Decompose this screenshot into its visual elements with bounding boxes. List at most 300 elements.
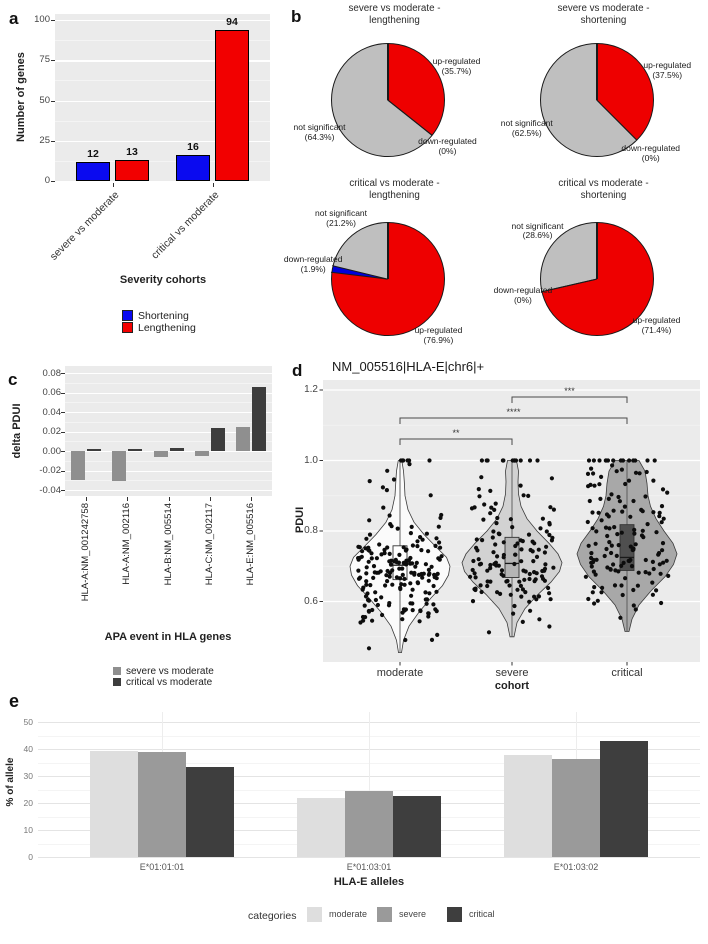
jitter-point xyxy=(418,619,422,623)
jitter-point xyxy=(660,520,664,524)
panel-c-x-tick xyxy=(251,497,252,501)
jitter-point xyxy=(416,581,420,585)
jitter-point xyxy=(615,532,619,536)
panel-c-x-tick-label: HLA-A:NM_001242758 xyxy=(79,503,91,602)
jitter-point xyxy=(402,561,406,565)
grid-major xyxy=(65,412,272,413)
pie-title-line1: severe vs moderate - xyxy=(348,3,441,14)
jitter-point xyxy=(634,542,638,546)
jitter-point xyxy=(368,479,372,483)
jitter-point xyxy=(427,591,431,595)
jitter-point xyxy=(552,508,556,512)
jitter-point xyxy=(501,458,505,462)
panel-e-legend-label: severe xyxy=(399,909,427,919)
jitter-point xyxy=(611,458,615,462)
jitter-point xyxy=(432,573,436,577)
pie-slice-divider xyxy=(387,222,388,279)
jitter-point xyxy=(383,583,387,587)
panel-e-bar xyxy=(600,741,648,857)
panel-c-y-tick-label: 0.04 xyxy=(42,406,61,418)
panel-c-y-tick xyxy=(61,393,65,394)
jitter-point xyxy=(477,494,481,498)
panel-c-y-tick-label: 0.08 xyxy=(42,367,61,379)
jitter-point xyxy=(597,458,601,462)
jitter-point xyxy=(519,458,523,462)
jitter-point xyxy=(659,601,663,605)
jitter-point xyxy=(611,562,615,566)
jitter-point xyxy=(623,505,627,509)
jitter-point xyxy=(398,576,402,580)
jitter-point xyxy=(479,583,483,587)
jitter-point xyxy=(636,584,640,588)
jitter-point xyxy=(617,543,621,547)
jitter-point xyxy=(645,458,649,462)
jitter-point xyxy=(437,525,441,529)
panel-c-x-tick-label: HLA-A:NM_002116 xyxy=(121,503,133,585)
panel-e-bar xyxy=(138,752,186,857)
jitter-point xyxy=(527,577,531,581)
panel-d-x-tick-label: moderate xyxy=(376,667,424,679)
jitter-point xyxy=(385,579,389,583)
jitter-point xyxy=(381,485,385,489)
jitter-point xyxy=(650,581,654,585)
jitter-point xyxy=(618,616,622,620)
pie-slice-label: down-regulated (0%) xyxy=(621,142,681,163)
jitter-point xyxy=(607,540,611,544)
jitter-point xyxy=(550,476,554,480)
jitter-point xyxy=(610,544,614,548)
jitter-point xyxy=(591,590,595,594)
jitter-point xyxy=(589,551,593,555)
jitter-point xyxy=(423,590,427,594)
jitter-point xyxy=(418,535,422,539)
jitter-point xyxy=(532,541,536,545)
jitter-point xyxy=(519,484,523,488)
jitter-point xyxy=(632,603,636,607)
panel-a-legend-label: Shortening xyxy=(138,309,189,322)
jitter-point xyxy=(591,560,595,564)
panel-e-x-tick-label: E*01:01:01 xyxy=(139,862,185,872)
jitter-point xyxy=(597,511,601,515)
jitter-point xyxy=(410,561,414,565)
panel-c-y-tick xyxy=(61,373,65,374)
jitter-point xyxy=(373,590,377,594)
jitter-point xyxy=(390,583,394,587)
panel-d-y-axis-title: PDUI xyxy=(294,506,306,534)
jitter-point xyxy=(365,565,369,569)
jitter-point xyxy=(432,584,436,588)
jitter-point xyxy=(474,546,478,550)
jitter-point xyxy=(637,571,641,575)
jitter-point xyxy=(488,511,492,515)
jitter-point xyxy=(367,599,371,603)
jitter-point xyxy=(621,593,625,597)
jitter-point xyxy=(377,542,381,546)
panel-e-bar xyxy=(504,755,552,857)
jitter-point xyxy=(641,529,645,533)
pie-slice-label: not significant (62.5%) xyxy=(500,118,553,139)
jitter-point xyxy=(620,468,624,472)
jitter-point xyxy=(488,563,492,567)
pie-slice-label: up-regulated (35.7%) xyxy=(432,56,481,76)
jitter-point xyxy=(477,557,481,561)
pie-title-line2: shortening xyxy=(580,15,627,26)
jitter-point xyxy=(426,614,430,618)
jitter-point xyxy=(589,467,593,471)
jitter-point xyxy=(615,469,619,473)
jitter-point xyxy=(594,542,598,546)
panel-d-x-tick-label: critical xyxy=(611,667,643,679)
panel-c-x-tick xyxy=(86,497,87,501)
pie-slice-label: not significant (28.6%) xyxy=(511,220,564,241)
jitter-point xyxy=(613,568,617,572)
jitter-point xyxy=(427,579,431,583)
jitter-point xyxy=(640,533,644,537)
panel-b xyxy=(283,0,708,350)
panel-a-bar xyxy=(215,30,249,181)
jitter-point xyxy=(587,458,591,462)
jitter-point xyxy=(524,569,528,573)
jitter-point xyxy=(659,572,663,576)
jitter-point xyxy=(634,607,638,611)
panel-c-bar xyxy=(236,427,250,451)
jitter-point xyxy=(400,617,404,621)
jitter-point xyxy=(620,510,624,514)
pie-slice-label: up-regulated (37.5%) xyxy=(643,60,692,80)
sig-label: ** xyxy=(452,428,460,438)
jitter-point xyxy=(645,470,649,474)
panel-a-legend-item xyxy=(122,310,189,321)
panel-a-y-tick xyxy=(51,181,55,182)
jitter-point xyxy=(419,572,423,576)
panel-a-bar xyxy=(76,162,110,181)
jitter-point xyxy=(431,602,435,606)
jitter-point xyxy=(413,565,417,569)
jitter-point xyxy=(546,586,550,590)
jitter-point xyxy=(612,509,616,513)
jitter-point xyxy=(471,599,475,603)
panel-e-y-tick-label: 10 xyxy=(23,825,33,835)
jitter-point xyxy=(408,601,412,605)
jitter-point xyxy=(526,494,530,498)
panel-c-bar xyxy=(71,451,85,480)
jitter-point xyxy=(586,597,590,601)
jitter-point xyxy=(491,535,495,539)
panel-c-x-tick-label: HLA-B:NM_005514 xyxy=(162,503,174,586)
jitter-point xyxy=(618,499,622,503)
panel-d-y-tick-label: 1.2 xyxy=(304,384,318,395)
pie-title-line2: shortening xyxy=(580,190,627,201)
jitter-point xyxy=(646,522,650,526)
jitter-point xyxy=(535,555,539,559)
jitter-point xyxy=(403,638,407,642)
jitter-point xyxy=(471,568,475,572)
jitter-point xyxy=(521,620,525,624)
jitter-point xyxy=(381,506,385,510)
jitter-point xyxy=(497,532,501,536)
jitter-point xyxy=(541,517,545,521)
jitter-point xyxy=(419,548,423,552)
jitter-point xyxy=(485,569,489,573)
pie-slice-label: not significant (21.2%) xyxy=(315,208,368,229)
jitter-point xyxy=(629,545,633,549)
jitter-point xyxy=(630,564,634,568)
grid-major xyxy=(65,373,272,374)
jitter-point xyxy=(661,487,665,491)
jitter-point xyxy=(599,590,603,594)
pie-slice-divider xyxy=(596,222,597,279)
pie-slice-divider xyxy=(387,43,388,100)
panel-c-legend-item xyxy=(113,677,212,687)
jitter-point xyxy=(660,548,664,552)
jitter-point xyxy=(357,558,361,562)
jitter-point xyxy=(426,549,430,553)
panel-e-legend-label: moderate xyxy=(329,909,368,919)
jitter-point xyxy=(408,581,412,585)
jitter-point xyxy=(547,624,551,628)
jitter-point xyxy=(475,537,479,541)
panel-a-y-tick-label: 0 xyxy=(44,175,50,186)
jitter-point xyxy=(367,560,371,564)
jitter-point xyxy=(418,608,422,612)
jitter-point xyxy=(651,510,655,514)
jitter-point xyxy=(537,617,541,621)
jitter-point xyxy=(519,547,523,551)
pie-slice-label: down-regulated (0%) xyxy=(418,136,477,157)
jitter-point xyxy=(410,525,414,529)
jitter-point xyxy=(604,547,608,551)
jitter-point xyxy=(587,544,591,548)
jitter-point xyxy=(615,554,619,558)
jitter-point xyxy=(592,585,596,589)
jitter-point xyxy=(515,588,519,592)
pie-slice-label: up-regulated (76.9%) xyxy=(414,325,463,345)
jitter-point xyxy=(643,494,647,498)
jitter-point xyxy=(494,502,498,506)
jitter-point xyxy=(529,548,533,552)
panel-c-x-tick xyxy=(210,497,211,501)
panel-a-y-tick-label: 25 xyxy=(39,134,50,146)
jitter-point xyxy=(368,533,372,537)
jitter-point xyxy=(385,488,389,492)
jitter-point xyxy=(425,532,429,536)
panel-c-x-axis-title: APA event in HLA genes xyxy=(104,631,232,643)
jitter-point xyxy=(367,646,371,650)
pie-title-line1: critical vs moderate - xyxy=(349,178,440,189)
jitter-point xyxy=(527,533,531,537)
panel-c-bar xyxy=(128,449,142,451)
jitter-point xyxy=(389,563,393,567)
jitter-point xyxy=(543,567,547,571)
jitter-point xyxy=(547,533,551,537)
jitter-point xyxy=(528,572,532,576)
jitter-point xyxy=(594,573,598,577)
panel-a-legend-item xyxy=(122,322,196,333)
lengthening-legend-swatch xyxy=(122,322,133,333)
jitter-point xyxy=(480,590,484,594)
jitter-point xyxy=(638,471,642,475)
jitter-point xyxy=(482,502,486,506)
jitter-point xyxy=(521,587,525,591)
jitter-point xyxy=(538,526,542,530)
panel-a-bar-value: 12 xyxy=(87,147,99,160)
jitter-point xyxy=(627,458,631,462)
jitter-point xyxy=(363,604,367,608)
panel-c-y-tick xyxy=(61,490,65,491)
pie-slice-label: down-regulated (1.9%) xyxy=(283,254,343,275)
jitter-point xyxy=(430,638,434,642)
jitter-point xyxy=(371,576,375,580)
jitter-point xyxy=(591,526,595,530)
panel-c-bar xyxy=(170,448,184,451)
jitter-point xyxy=(366,546,370,550)
jitter-point xyxy=(494,521,498,525)
jitter-point xyxy=(600,518,604,522)
jitter-point xyxy=(619,583,623,587)
jitter-point xyxy=(411,608,415,612)
panel-a-bar xyxy=(176,155,210,181)
jitter-point xyxy=(623,576,627,580)
panel-c-bar xyxy=(195,451,209,456)
jitter-point xyxy=(547,521,551,525)
jitter-point xyxy=(607,526,611,530)
panel-a-y-tick xyxy=(51,60,55,61)
pie-cell xyxy=(493,175,708,350)
jitter-point xyxy=(412,571,416,575)
grid-major xyxy=(38,857,700,858)
jitter-point xyxy=(543,550,547,554)
jitter-point xyxy=(598,497,602,501)
grid-major xyxy=(55,181,270,182)
jitter-point xyxy=(586,520,590,524)
jitter-point xyxy=(528,609,532,613)
jitter-point xyxy=(380,613,384,617)
jitter-point xyxy=(367,518,371,522)
pie-slice-label: up-regulated (71.4%) xyxy=(632,315,681,336)
jitter-point xyxy=(433,544,437,548)
panel-a-x-tick xyxy=(213,183,214,187)
jitter-point xyxy=(632,532,636,536)
panel-a-plot-area xyxy=(55,14,270,182)
jitter-point xyxy=(370,556,374,560)
jitter-point xyxy=(522,493,526,497)
shortening-legend-swatch xyxy=(122,310,133,321)
jitter-point xyxy=(364,579,368,583)
jitter-point xyxy=(502,553,506,557)
pie-cell xyxy=(283,175,499,350)
jitter-point xyxy=(631,458,635,462)
jitter-point xyxy=(435,633,439,637)
jitter-point xyxy=(397,567,401,571)
panel-c-legend-label: severe vs moderate xyxy=(126,665,214,677)
panel-a-bar-value: 13 xyxy=(126,146,138,159)
jitter-point xyxy=(401,458,405,462)
panel-e-bar xyxy=(186,767,234,857)
panel-c-y-tick xyxy=(61,432,65,433)
jitter-point xyxy=(634,471,638,475)
jitter-point xyxy=(510,525,514,529)
panel-a-y-tick xyxy=(51,20,55,21)
jitter-point xyxy=(481,518,485,522)
legend-swatch xyxy=(113,678,121,686)
panel-c-bar xyxy=(87,449,101,451)
panel-e-x-tick-label: E*01:03:02 xyxy=(553,862,599,872)
panel-e-x-tick-label: E*01:03:01 xyxy=(346,862,392,872)
panel-c-y-tick xyxy=(61,471,65,472)
jitter-point xyxy=(425,597,429,601)
jitter-point xyxy=(390,524,394,528)
jitter-point xyxy=(622,561,626,565)
panel-e-legend-label: critical xyxy=(469,909,495,919)
jitter-point xyxy=(427,572,431,576)
jitter-point xyxy=(491,550,495,554)
jitter-point xyxy=(379,552,383,556)
panel-label-c: c xyxy=(8,370,18,389)
jitter-point xyxy=(551,566,555,570)
jitter-point xyxy=(599,475,603,479)
jitter-point xyxy=(379,595,383,599)
jitter-point xyxy=(433,607,437,611)
jitter-point xyxy=(653,458,657,462)
panel-e-legend-title: categories xyxy=(248,910,297,922)
panel-c-legend-item xyxy=(113,666,214,676)
jitter-point xyxy=(512,562,516,566)
jitter-point xyxy=(468,575,472,579)
jitter-point xyxy=(666,574,670,578)
panel-e-bar xyxy=(393,796,441,857)
panel-a-bar-value: 16 xyxy=(187,141,199,154)
jitter-point xyxy=(436,572,440,576)
panel-e-legend-item xyxy=(377,906,426,922)
jitter-point xyxy=(367,609,371,613)
panel-a-y-tick-label: 50 xyxy=(39,94,50,106)
panel-e-legend-item xyxy=(307,906,367,922)
panel-a-x-tick-label: severe vs moderate xyxy=(47,189,121,263)
jitter-point xyxy=(385,469,389,473)
panel-a-y-tick xyxy=(51,101,55,102)
jitter-point xyxy=(651,560,655,564)
legend-swatch xyxy=(113,667,121,675)
jitter-point xyxy=(541,577,545,581)
jitter-point xyxy=(395,560,399,564)
panel-a-x-tick xyxy=(113,183,114,187)
pie-title-line2: lengthening xyxy=(369,15,420,26)
jitter-point xyxy=(586,472,590,476)
jitter-point xyxy=(425,602,429,606)
jitter-point xyxy=(368,583,372,587)
jitter-point xyxy=(409,594,413,598)
jitter-point xyxy=(480,458,484,462)
jitter-point xyxy=(473,587,477,591)
jitter-point xyxy=(436,556,440,560)
jitter-point xyxy=(392,477,396,481)
panel-c-plot-area xyxy=(65,366,272,496)
critical-legend-swatch xyxy=(447,907,462,922)
jitter-point xyxy=(509,517,513,521)
jitter-point xyxy=(505,579,509,583)
jitter-point xyxy=(543,562,547,566)
jitter-point xyxy=(665,491,669,495)
jitter-point xyxy=(364,537,368,541)
jitter-point xyxy=(548,505,552,509)
panel-c-y-tick-label: -0.02 xyxy=(39,465,61,476)
jitter-point xyxy=(590,564,594,568)
jitter-point xyxy=(402,577,406,581)
pie-slice-label: not significant (64.3%) xyxy=(293,122,346,142)
jitter-point xyxy=(373,570,377,574)
sig-label: *** xyxy=(564,386,575,396)
panel-c-y-tick-label: 0.02 xyxy=(42,426,61,437)
